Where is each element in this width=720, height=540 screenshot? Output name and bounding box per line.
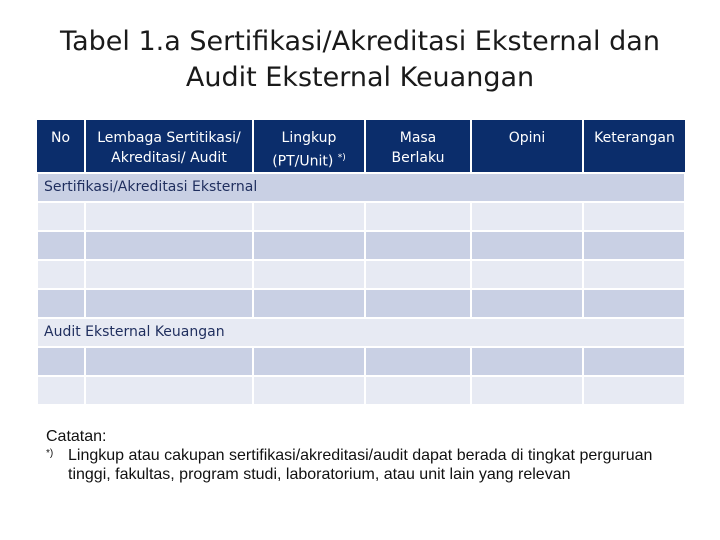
note-text: Lingkup atau cakupan sertifikasi/akreditasi/audit dapat berada di tingkat perguruan tinggi, fakultas, program studi, laboratorium, atau unit lain yang relevan — [68, 447, 653, 483]
note-marker: *) — [46, 448, 54, 459]
section-label-sertifikasi: Sertifikasi/Akreditasi Eksternal — [37, 173, 685, 202]
table-row — [37, 347, 685, 376]
note-item — [46, 446, 686, 484]
table-row — [37, 260, 685, 289]
header-lembaga: Lembaga Sertitikasi/ Akreditasi/ Audit — [85, 120, 253, 173]
notes-heading: Catatan: — [46, 428, 107, 445]
table-row — [37, 376, 685, 405]
table-row — [37, 202, 685, 231]
table-header-row — [37, 120, 685, 173]
title-line-2: Audit Eksternal Keuangan — [185, 62, 535, 93]
certification-table — [36, 120, 686, 406]
header-keterangan: Keterangan — [583, 120, 685, 173]
section-label-audit: Audit Eksternal Keuangan — [37, 318, 685, 347]
header-opini: Opini — [471, 120, 583, 173]
section-row — [37, 318, 685, 347]
notes — [46, 427, 686, 484]
page-title — [0, 24, 720, 96]
table-row — [37, 289, 685, 318]
title-line-1: Tabel 1.a Sertifikasi/Akreditasi Eksternal dan — [60, 26, 660, 57]
header-masa-berlaku: Masa Berlaku — [365, 120, 471, 173]
table-row — [37, 231, 685, 260]
section-row — [37, 173, 685, 202]
header-lingkup: Lingkup (PT/Unit) *) — [253, 120, 365, 173]
header-no: No — [37, 120, 85, 173]
